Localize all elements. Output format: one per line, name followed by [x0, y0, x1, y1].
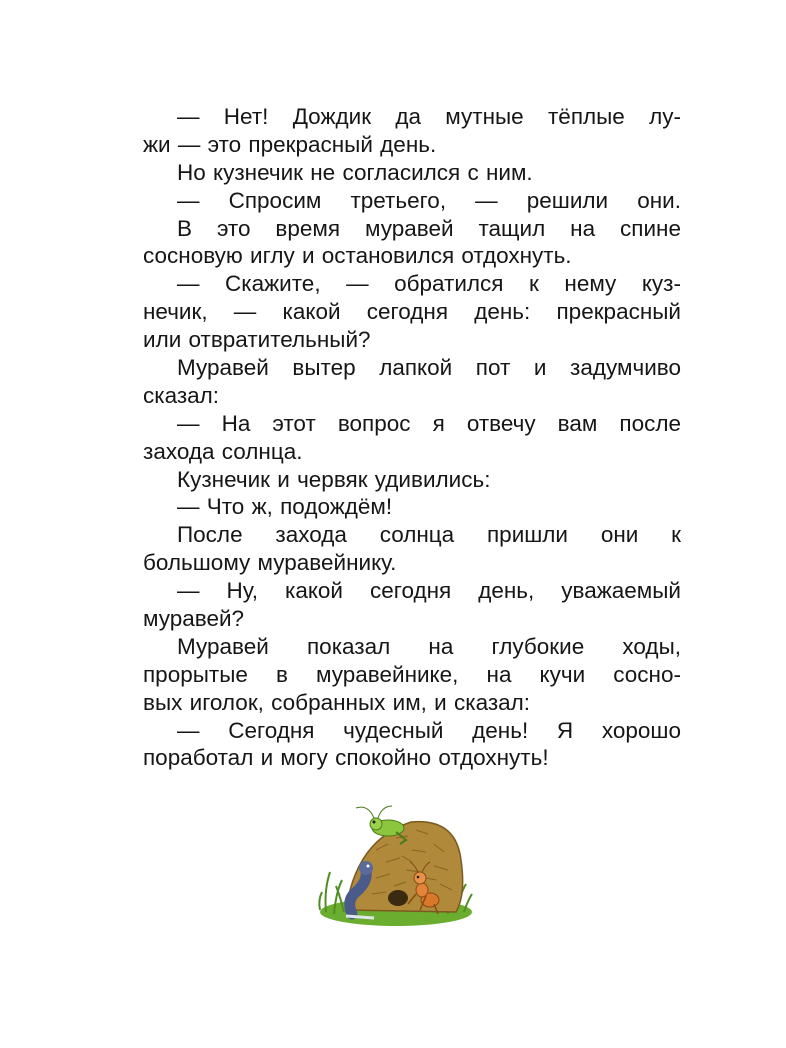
- text-line: — Что ж, подождём!: [177, 494, 393, 520]
- text-line: В это время муравей тащил на спине: [177, 215, 681, 241]
- text-line: большому муравейнику.: [143, 550, 397, 576]
- text-line: захода солнца.: [143, 438, 303, 464]
- text-line: Муравей вытер лапкой пот и задумчиво: [177, 355, 681, 381]
- text-line: После захода солнца пришли они к: [177, 522, 681, 548]
- text-line: вых иголок, собранных им, и сказал:: [143, 689, 531, 715]
- text-line: нечик, — какой сегодня день: прекрасный: [143, 299, 681, 325]
- text-line: сказал:: [143, 382, 220, 408]
- text-line: или отвратительный?: [143, 327, 371, 353]
- text-line: Кузнечик и червяк удивились:: [177, 466, 491, 492]
- anthill-illustration: [316, 800, 474, 928]
- text-line: сосновую иглу и остановился отдохнуть.: [143, 243, 572, 269]
- text-line: муравей?: [143, 606, 245, 632]
- text-line: Муравей показал на глубокие ходы,: [177, 633, 681, 659]
- text-line: — Сегодня чудесный день! Я хорошо: [177, 717, 681, 743]
- text-line: Но кузнечик не согласился с ним.: [177, 159, 533, 185]
- text-line: — Скажите, — обратился к нему куз-: [177, 271, 681, 297]
- text-line: — На этот вопрос я отвечу вам после: [177, 410, 681, 436]
- text-line: — Спросим третьего, — решили они.: [177, 187, 681, 213]
- story-text: [143, 103, 681, 772]
- text-line: жи — это прекрасный день.: [143, 131, 437, 157]
- text-line: прорытые в муравейнике, на кучи сосно-: [143, 661, 681, 687]
- text-line: поработал и могу спокойно отдохнуть!: [143, 745, 549, 771]
- text-line: — Нет! Дождик да мутные тёплые лу-: [177, 104, 681, 129]
- tunnel-entrance: [388, 890, 408, 906]
- text-line: — Ну, какой сегодня день, уважаемый: [177, 578, 681, 604]
